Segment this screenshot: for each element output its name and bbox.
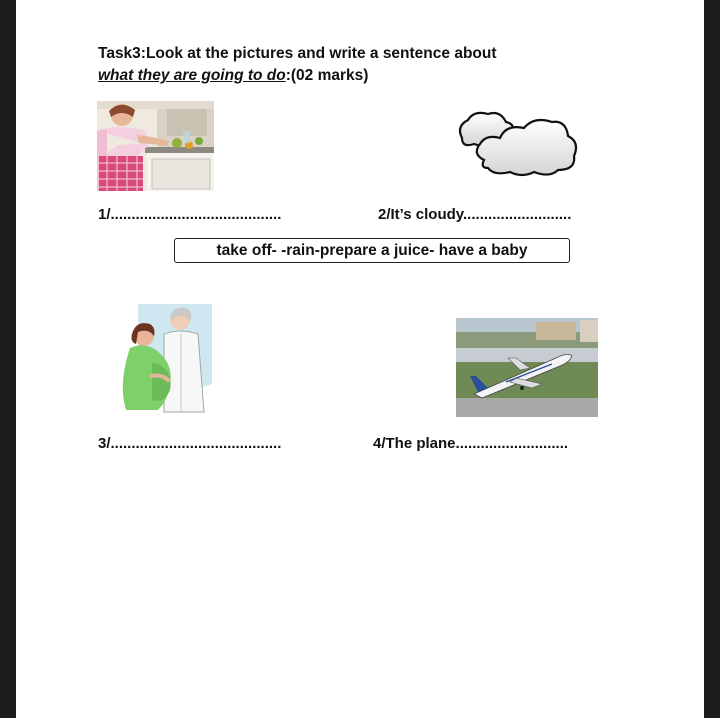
task-title-line1: Task3:Look at the pictures and write a sentence about (98, 45, 497, 62)
clouds-picture (454, 108, 580, 180)
woman-preparing-juice-picture (97, 101, 214, 191)
task-title-marks: :(02 marks) (285, 67, 369, 84)
sentence-line-4[interactable]: 4/The plane........................... (373, 435, 569, 452)
task-title-emphasis: what they are going to do (98, 67, 286, 84)
sentence-line-3[interactable]: 3/......................................... (98, 435, 282, 452)
worksheet-page (16, 0, 704, 718)
sentence-line-2[interactable]: 2/It’s cloudy.......................... (378, 206, 572, 223)
airplane-taking-off-picture (456, 318, 598, 417)
pregnant-woman-with-doctor-picture (108, 304, 212, 416)
sentence-line-1[interactable]: 1/......................................... (98, 206, 282, 223)
task-title-line2 (98, 65, 497, 87)
word-box: take off- -rain-prepare a juice- have a baby (174, 238, 570, 263)
task-title (98, 43, 497, 87)
